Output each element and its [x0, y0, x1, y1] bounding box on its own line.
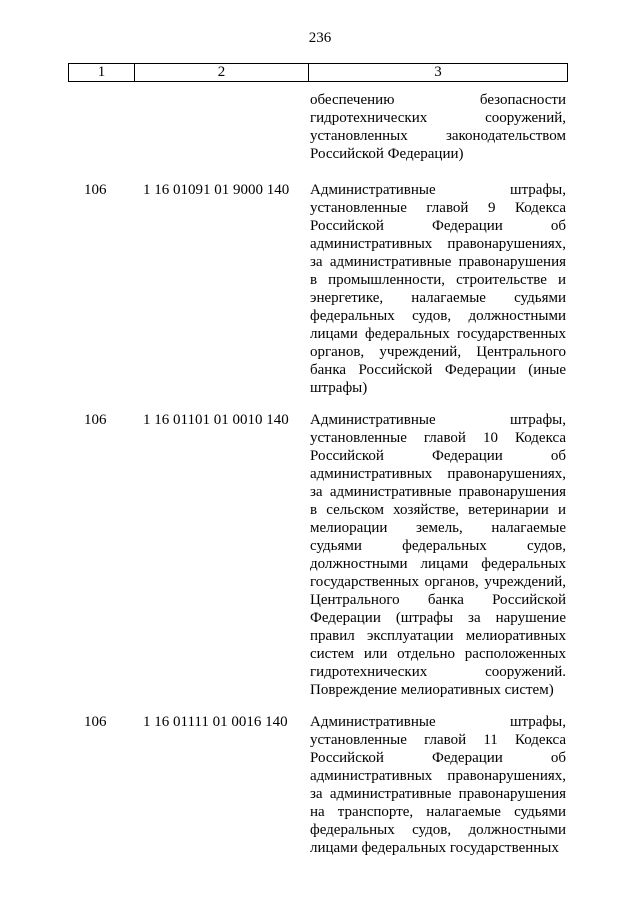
- row-description: Административные штрафы, установленные главой 9 Кодекса Российской Федерации об административных правонарушениях, за административные правонарушения в промышленности, строительстве и энергетике, налагаемые судьями федеральных судов, должностными лицами федеральных государственных органов, учреждений, Центрального банка Российской Федерации (иные штрафы): [310, 182, 566, 396]
- kbk-code: 1 16 01091 01 9000 140: [143, 182, 290, 198]
- table-header-row: [68, 63, 568, 82]
- table-header-col3: 3: [308, 64, 567, 81]
- table-header-col1: 1: [97, 64, 106, 80]
- kbk-code: 1 16 01101 01 0010 140: [143, 412, 289, 428]
- admin-code: 106: [84, 714, 107, 730]
- table-header-col2: 2: [134, 64, 308, 81]
- row-description: Административные штрафы, установленные главой 11 Кодекса Российской Федерации об административных правонарушениях, за административные правонарушения на транспорте, налагаемые судьями федеральных судов, должностными лицами федеральных государственных: [310, 714, 566, 856]
- admin-code: 106: [84, 412, 107, 428]
- page-number: 236: [308, 30, 332, 46]
- admin-code: 106: [84, 182, 107, 198]
- continuation-text: обеспечению безопасности гидротехнических сооружений, установленных законодательством Российской Федерации): [310, 92, 566, 162]
- kbk-code: 1 16 01111 01 0016 140: [143, 714, 288, 730]
- row-description: Административные штрафы, установленные главой 10 Кодекса Российской Федерации об административных правонарушениях, за административные правонарушения в сельском хозяйстве, ветеринарии и мелиорации земель, налагаемые судьями федеральных судов, должностными лицами федеральных государственных органов, учреждений, Центрального банка Российской Федерации (штрафы за нарушение правил эксплуатации мелиоративных систем или отдельно расположенных гидротехнических сооружений. Повреждение мелиоративных систем): [310, 412, 566, 698]
